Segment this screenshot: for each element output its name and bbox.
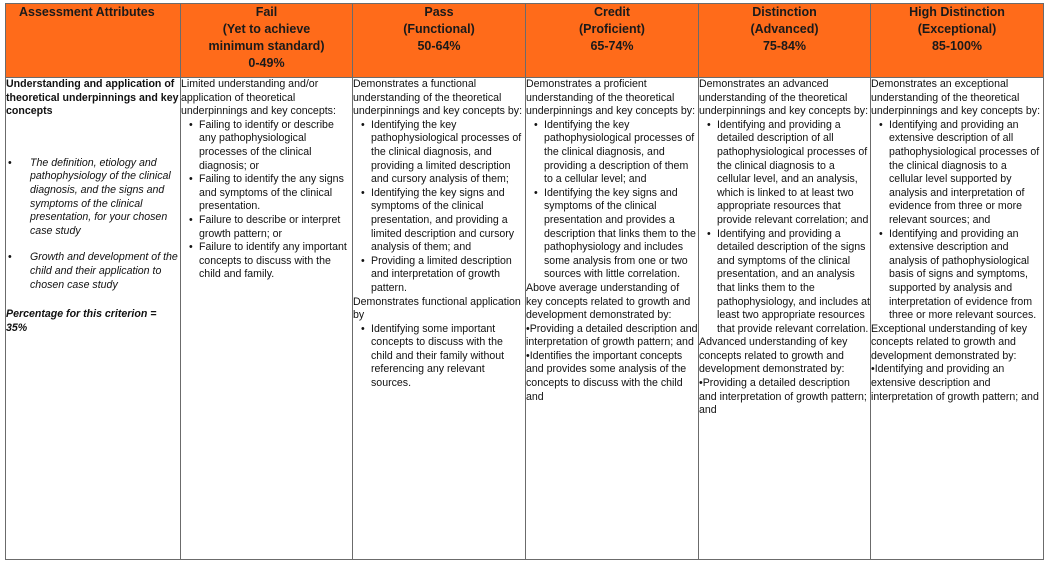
pass-cell	[353, 78, 526, 560]
fail-bullet: • Failing to identify the any signs and symptoms of the clinical presentation.	[181, 173, 352, 214]
pass-intro: Demonstrates a functional understanding of the theoretical underpinnings and key concepts by:	[353, 78, 523, 118]
criterion-row	[6, 78, 1044, 560]
distinction-paragraph: Advanced understanding of key concepts related to growth and development demonstrated by:	[699, 336, 848, 376]
criterion-list	[6, 157, 180, 292]
high-list-1	[871, 119, 1043, 323]
criterion-cell	[6, 78, 181, 560]
pass-list-2	[353, 323, 525, 391]
header-pass	[353, 4, 526, 78]
pass-bullet: • Identifying the key pathophysiological processes of the clinical diagnosis, and providing a limited description and cursory analysis of them;	[353, 119, 525, 187]
header-row	[6, 4, 1044, 78]
distinction-bullet: • Identifying and providing a detailed description of all pathophysiological processes of the clinical diagnosis to a cellular level, and an analysis, which is linked to at least two appropriate resources that provide relevant correlation; and	[699, 119, 870, 228]
distinction-bullet: • Identifying and providing a detailed description of the signs and symptoms of the clinical presentation, and an analysis that links them to the pathophysiology, and includes at least two appropriate resources that provide relevant correlation.	[699, 228, 870, 337]
distinction-line: •Providing a detailed description and interpretation of growth pattern; and	[699, 377, 867, 417]
header-fail-sub2: minimum standard)	[208, 39, 325, 53]
high-distinction-cell	[871, 78, 1044, 560]
credit-paragraph: Above average understanding of key concepts related to growth and development demonstrated by:	[526, 281, 691, 322]
header-credit-title: Credit	[593, 5, 631, 19]
header-high-range: 85-100%	[931, 39, 983, 53]
pass-bullet: • Identifying some important concepts to discuss with the child and their family without referencing any relevant sources.	[353, 323, 525, 391]
criterion-item: • The definition, etiology and pathophysiology of the clinical diagnosis, and the signs and symptoms of the clinical presentation, for your chosen case study	[6, 157, 180, 239]
header-credit-range: 65-74%	[590, 39, 634, 53]
header-distinction-sub: (Advanced)	[750, 22, 819, 36]
header-fail	[181, 4, 353, 78]
header-distinction-title: Distinction	[752, 5, 817, 19]
pass-bullet: • Identifying the key signs and symptoms of the clinical presentation, and providing a limited description and cursory analysis of them; and	[353, 187, 525, 255]
header-fail-sub1: (Yet to achieve	[222, 22, 311, 36]
fail-intro: Limited understanding and/or application of theoretical underpinnings and key concepts:	[181, 78, 336, 118]
fail-list-1	[181, 119, 352, 214]
header-distinction-range: 75-84%	[762, 39, 807, 53]
distinction-cell	[699, 78, 871, 560]
pass-list-1	[353, 119, 525, 296]
header-pass-range: 50-64%	[417, 39, 461, 53]
fail-bullet: • Failure to describe or interpret growth pattern; or	[181, 214, 352, 241]
header-credit	[526, 4, 699, 78]
credit-intro: Demonstrates a proficient understanding of the theoretical underpinnings and key concepts by:	[526, 78, 696, 118]
credit-cell	[526, 78, 699, 560]
header-credit-sub: (Proficient)	[579, 22, 645, 36]
header-distinction	[699, 4, 871, 78]
header-pass-sub: (Functional)	[403, 22, 475, 36]
fail-bullet: • Failing to identify or describe any pathophysiological processes of the clinical diagnosis; or	[181, 119, 352, 173]
rubric-table	[5, 3, 1044, 560]
fail-cell	[181, 78, 353, 560]
distinction-list-1	[699, 119, 870, 337]
credit-line: •Identifies the important concepts and provides some analysis of the concepts to discuss with the child and	[526, 349, 687, 403]
criterion-percentage: Percentage for this criterion = 35%	[6, 308, 157, 334]
header-high-title: High Distinction	[909, 5, 1005, 19]
credit-list-1	[526, 119, 698, 282]
credit-line: •Providing a detailed description and interpretation of growth pattern; and	[526, 322, 698, 349]
distinction-intro: Demonstrates an advanced understanding of the theoretical underpinnings and key concepts by:	[699, 78, 869, 118]
criterion-item: • Growth and development of the child and their application to chosen case study	[6, 251, 180, 292]
header-assessment-attributes: Assessment Attributes	[6, 4, 181, 78]
high-bullet: • Identifying and providing an extensive description of all pathophysiological processes of the clinical diagnosis to a cellular level supported by analysis and interpretation of evidence from three or more relevant sources; and	[871, 119, 1043, 228]
fail-bullet: • Failure to identify any important concepts to discuss with the child and family.	[181, 241, 352, 282]
fail-list-2	[181, 214, 352, 282]
header-high-distinction	[871, 4, 1044, 78]
high-bullet: • Identifying and providing an extensive description and analysis of pathophysiological basis of signs and symptoms, supported by analysis and interpretation of evidence from three or more relevant sources.	[871, 228, 1043, 323]
credit-bullet: • Identifying the key pathophysiological processes of the clinical diagnosis, and providing a description of them to a cellular level; and	[526, 119, 698, 187]
header-pass-title: Pass	[424, 5, 454, 19]
high-intro: Demonstrates an exceptional understanding of the theoretical underpinnings and key concepts by:	[871, 78, 1041, 118]
pass-bullet: • Providing a limited description and interpretation of growth pattern.	[353, 255, 525, 296]
credit-bullet: • Identifying the key signs and symptoms of the clinical presentation and provides a description that links them to the pathophysiology and includes some analysis from one or two sources with little correlation.	[526, 187, 698, 282]
header-fail-range: 0-49%	[248, 56, 285, 70]
pass-intro-2: Demonstrates functional application by	[353, 295, 521, 322]
header-fail-title: Fail	[255, 5, 278, 19]
header-high-sub: (Exceptional)	[917, 22, 997, 36]
criterion-title: Understanding and application of theoretical underpinnings and key concepts	[6, 78, 179, 118]
high-line: •Identifying and providing an extensive description and interpretation of growth pattern; and	[871, 363, 1039, 403]
high-paragraph: Exceptional understanding of key concepts related to growth and development demonstrated by:	[871, 322, 1028, 362]
